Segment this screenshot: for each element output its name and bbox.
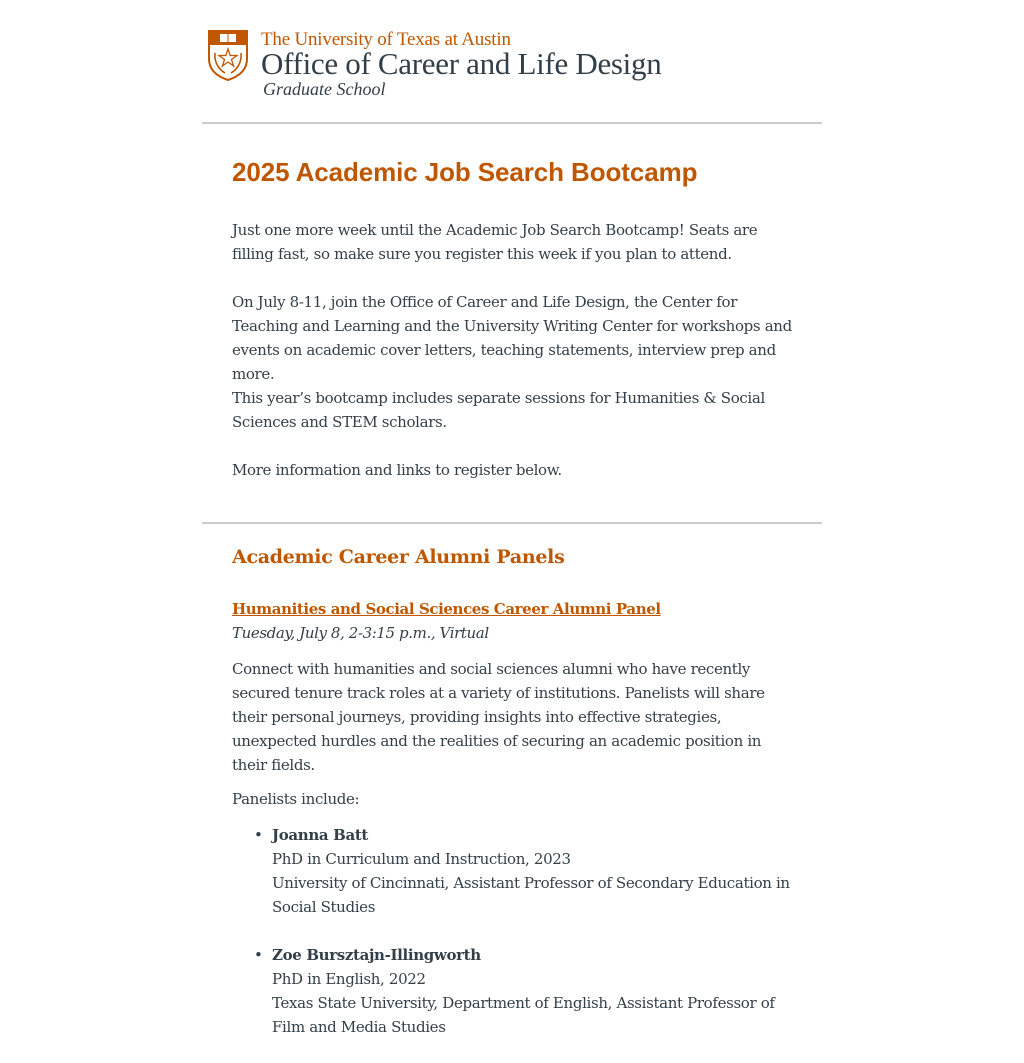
section-heading: Academic Career Alumni Panels <box>232 546 565 568</box>
panelist-position: Texas State University, Department of English, Assistant Professor of Film and Media Studies <box>272 994 775 1036</box>
panelist-position: University of Cincinnati, Assistant Professor of Secondary Education in Social Studies <box>272 874 790 916</box>
list-item <box>232 943 792 1039</box>
intro-paragraph: More information and links to register below. <box>232 461 562 479</box>
header-logo <box>207 29 667 101</box>
panelists-intro: Panelists include: <box>232 790 360 808</box>
event-description: Connect with humanities and social sciences alumni who have recently secured tenure track roles at a variety of institutions. Panelists will share their personal journeys, providing insights into effective strategies, unexpected hurdles and the realities of securing an academic position in their fields. <box>232 660 765 774</box>
divider <box>202 522 822 524</box>
panelist-name: • Joanna Batt <box>272 826 368 844</box>
event-datetime: Tuesday, July 8, 2-3:15 p.m., Virtual <box>232 624 489 642</box>
intro-paragraph: On July 8-11, join the Office of Career and Life Design, the Center for Teaching and Learning and the University Writing Center for workshops and events on academic cover letters, teaching statements, interview prep and more. <box>232 293 792 383</box>
intro-paragraph: Just one more week until the Academic Job Search Bootcamp! Seats are filling fast, so make sure you register this week if you plan to attend. <box>232 221 758 263</box>
panelist-name: • Zoe Bursztajn-Illingworth <box>272 946 481 964</box>
panelist-degree: PhD in Curriculum and Instruction, 2023 <box>272 850 571 868</box>
panelist-degree: PhD in English, 2022 <box>272 970 426 988</box>
office-name: Office of Career and Life Design <box>261 46 662 81</box>
school-name: Graduate School <box>263 79 386 99</box>
list-item <box>232 823 792 919</box>
page-title: 2025 Academic Job Search Bootcamp <box>232 157 698 187</box>
panelist-list <box>232 823 792 1063</box>
intro-paragraph: This year’s bootcamp includes separate sessions for Humanities & Social Sciences and STEM scholars. <box>232 389 765 431</box>
divider <box>202 122 822 124</box>
ut-shield-icon <box>207 29 249 81</box>
university-name: The University of Texas at Austin <box>261 29 511 50</box>
event-title-link[interactable]: Humanities and Social Sciences Career Alumni Panel <box>232 600 661 618</box>
